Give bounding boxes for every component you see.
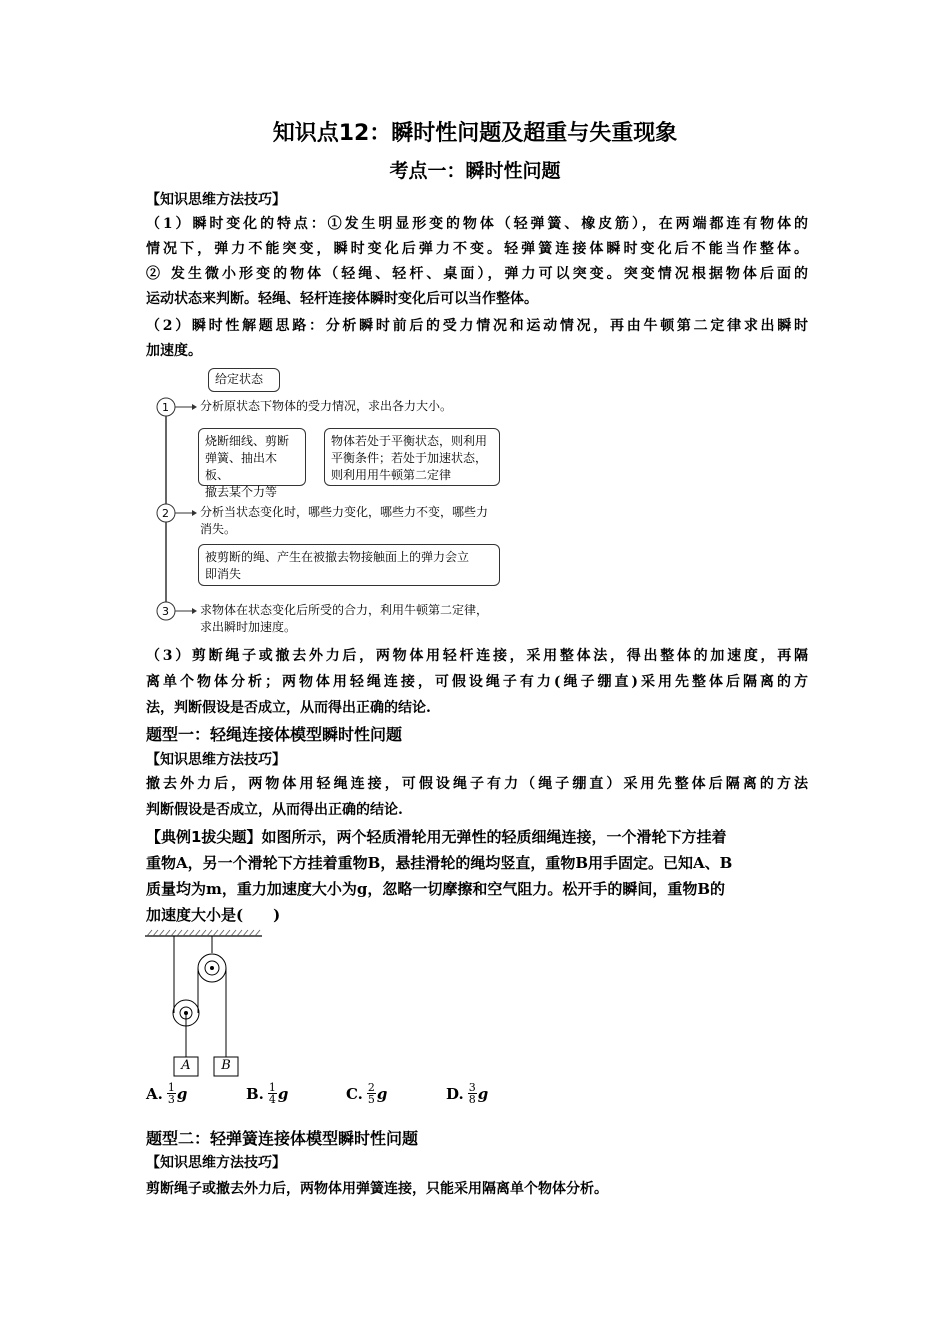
option-d[interactable] — [446, 1082, 488, 1105]
para3-line-1: （3）剪断绳子或撤去外力后，两物体用轻杆连接，采用整体法，得出整体的加速度，再隔 — [146, 648, 808, 664]
step2-text-line-2: 消失。 — [200, 522, 237, 536]
section-title: 考点一：瞬时性问题 — [389, 160, 561, 182]
para3-line-3: 法，判断假设是否成立，从而得出正确的结论. — [146, 700, 431, 716]
step3-number: 3 — [162, 605, 169, 618]
page-title: 知识点12：瞬时性问题及超重与失重现象 — [272, 121, 678, 146]
para1-line-5: （2）瞬时性解题思路：分析瞬时前后的受力情况和运动情况，再由牛顿第二定律求出瞬时 — [146, 318, 808, 334]
example-line-4: 加速度大小是( ) — [146, 906, 281, 924]
box-left-line: 弹簧、抽出木板、 — [205, 451, 278, 482]
box-right-line: 则利用用牛顿第二定律 — [331, 468, 452, 482]
option-b-letter: B. — [246, 1084, 264, 1103]
type2-title: 题型二：轻弹簧连接体模型瞬时性问题 — [146, 1129, 419, 1148]
option-a-variable: g — [176, 1084, 188, 1103]
box-left-line: 烧断细线、剪断 — [205, 434, 290, 448]
para3-line-2: 离单个物体分析；两物体用轻绳连接，可假设绳子有力(绳子绷直)采用先整体后隔离的方 — [146, 674, 808, 690]
box-mid-line: 被剪断的绳、产生在被撤去物接触面上的弹力会立 — [205, 550, 470, 564]
step2-number: 2 — [162, 507, 169, 520]
example-line-2: 重物A，另一个滑轮下方挂着重物B，悬挂滑轮的绳均竖直，重物B用手固定。已知A、B — [146, 854, 733, 872]
box-mid-line: 即消失 — [205, 567, 242, 581]
type1-tips-line-1: 撤去外力后，两物体用轻绳连接，可假设绳子有力（绳子绷直）采用先整体后隔离的方法 — [146, 776, 808, 792]
option-d-fraction — [468, 1082, 477, 1105]
box-right-line: 平衡条件；若处于加速状态， — [331, 451, 488, 465]
para1-line-1: （1）瞬时变化的特点：①发生明显形变的物体（轻弹簧、橡皮筋），在两端都连有物体的 — [146, 216, 808, 232]
block-b-label: B — [221, 1058, 231, 1073]
given-state-box: 给定状态 — [208, 368, 280, 392]
option-a-denominator: 3 — [167, 1093, 175, 1106]
option-c-letter: C. — [346, 1084, 363, 1103]
example-label: 【典例1拔尖题】 — [146, 828, 262, 846]
option-d-letter: D. — [446, 1084, 464, 1103]
option-d-numerator: 3 — [468, 1081, 476, 1094]
block-a-label: A — [181, 1058, 191, 1073]
type2-tips-line: 剪断绳子或撤去外力后，两物体用弹簧连接，只能采用隔离单个物体分析。 — [146, 1181, 608, 1197]
option-d-denominator: 8 — [468, 1093, 476, 1106]
example-text: 如图所示，两个轻质滑轮用无弹性的轻质细绳连接，一个滑轮下方挂着 — [261, 828, 727, 846]
type1-title: 题型一：轻绳连接体模型瞬时性问题 — [146, 725, 403, 744]
step3-text-line-2: 求出瞬时加速度。 — [200, 620, 297, 634]
para1-line-3: ② 发生微小形变的物体（轻绳、轻杆、桌面），弹力可以突变。突变情况根据物体后面的 — [146, 266, 808, 282]
option-c-fraction — [367, 1082, 376, 1105]
step1-text: 分析原状态下物体的受力情况，求出各力大小。 — [200, 399, 453, 413]
type2-tips-heading: 【知识思维方法技巧】 — [146, 1155, 286, 1171]
type1-tips-line-2: 判断假设是否成立，从而得出正确的结论. — [146, 802, 403, 818]
box-right-line: 物体若处于平衡状态，则利用 — [331, 434, 488, 448]
option-a-numerator: 1 — [167, 1081, 175, 1094]
para1-line-2: 情况下，弹力不能突变，瞬时变化后弹力不变。轻弹簧连接体瞬时变化后不能当作整体。 — [146, 241, 808, 257]
para1-line-6: 加速度。 — [146, 343, 202, 359]
option-a-letter: A. — [146, 1084, 163, 1103]
option-c-numerator: 2 — [367, 1081, 375, 1094]
option-a-fraction — [167, 1082, 176, 1105]
example-line-3: 质量均为m，重力加速度大小为g，忽略一切摩擦和空气阻力。松开手的瞬间，重物B的 — [146, 880, 726, 898]
para1-line-4: 运动状态来判断。轻绳、轻杆连接体瞬时变化后可以当作整体。 — [146, 291, 538, 307]
option-b-variable: g — [277, 1084, 289, 1103]
option-b-denominator: 4 — [268, 1093, 276, 1106]
option-b-numerator: 1 — [268, 1081, 276, 1094]
tips-heading: 【知识思维方法技巧】 — [146, 192, 286, 208]
option-b-fraction — [268, 1082, 277, 1105]
step2-text-line-1: 分析当状态变化时，哪些力变化，哪些力不变，哪些力 — [200, 505, 489, 519]
option-d-variable: g — [477, 1084, 489, 1103]
step1-number: 1 — [162, 401, 169, 414]
step3-text-line-1: 求物体在状态变化后所受的合力，利用牛顿第二定律， — [200, 603, 489, 617]
option-b[interactable] — [246, 1082, 288, 1105]
option-a[interactable] — [146, 1082, 187, 1105]
type1-tips-heading: 【知识思维方法技巧】 — [146, 752, 286, 768]
box-left-line: 撤去某个力等 — [205, 485, 278, 499]
option-c-variable: g — [376, 1084, 388, 1103]
option-c[interactable] — [346, 1082, 387, 1105]
option-c-denominator: 5 — [367, 1093, 375, 1106]
